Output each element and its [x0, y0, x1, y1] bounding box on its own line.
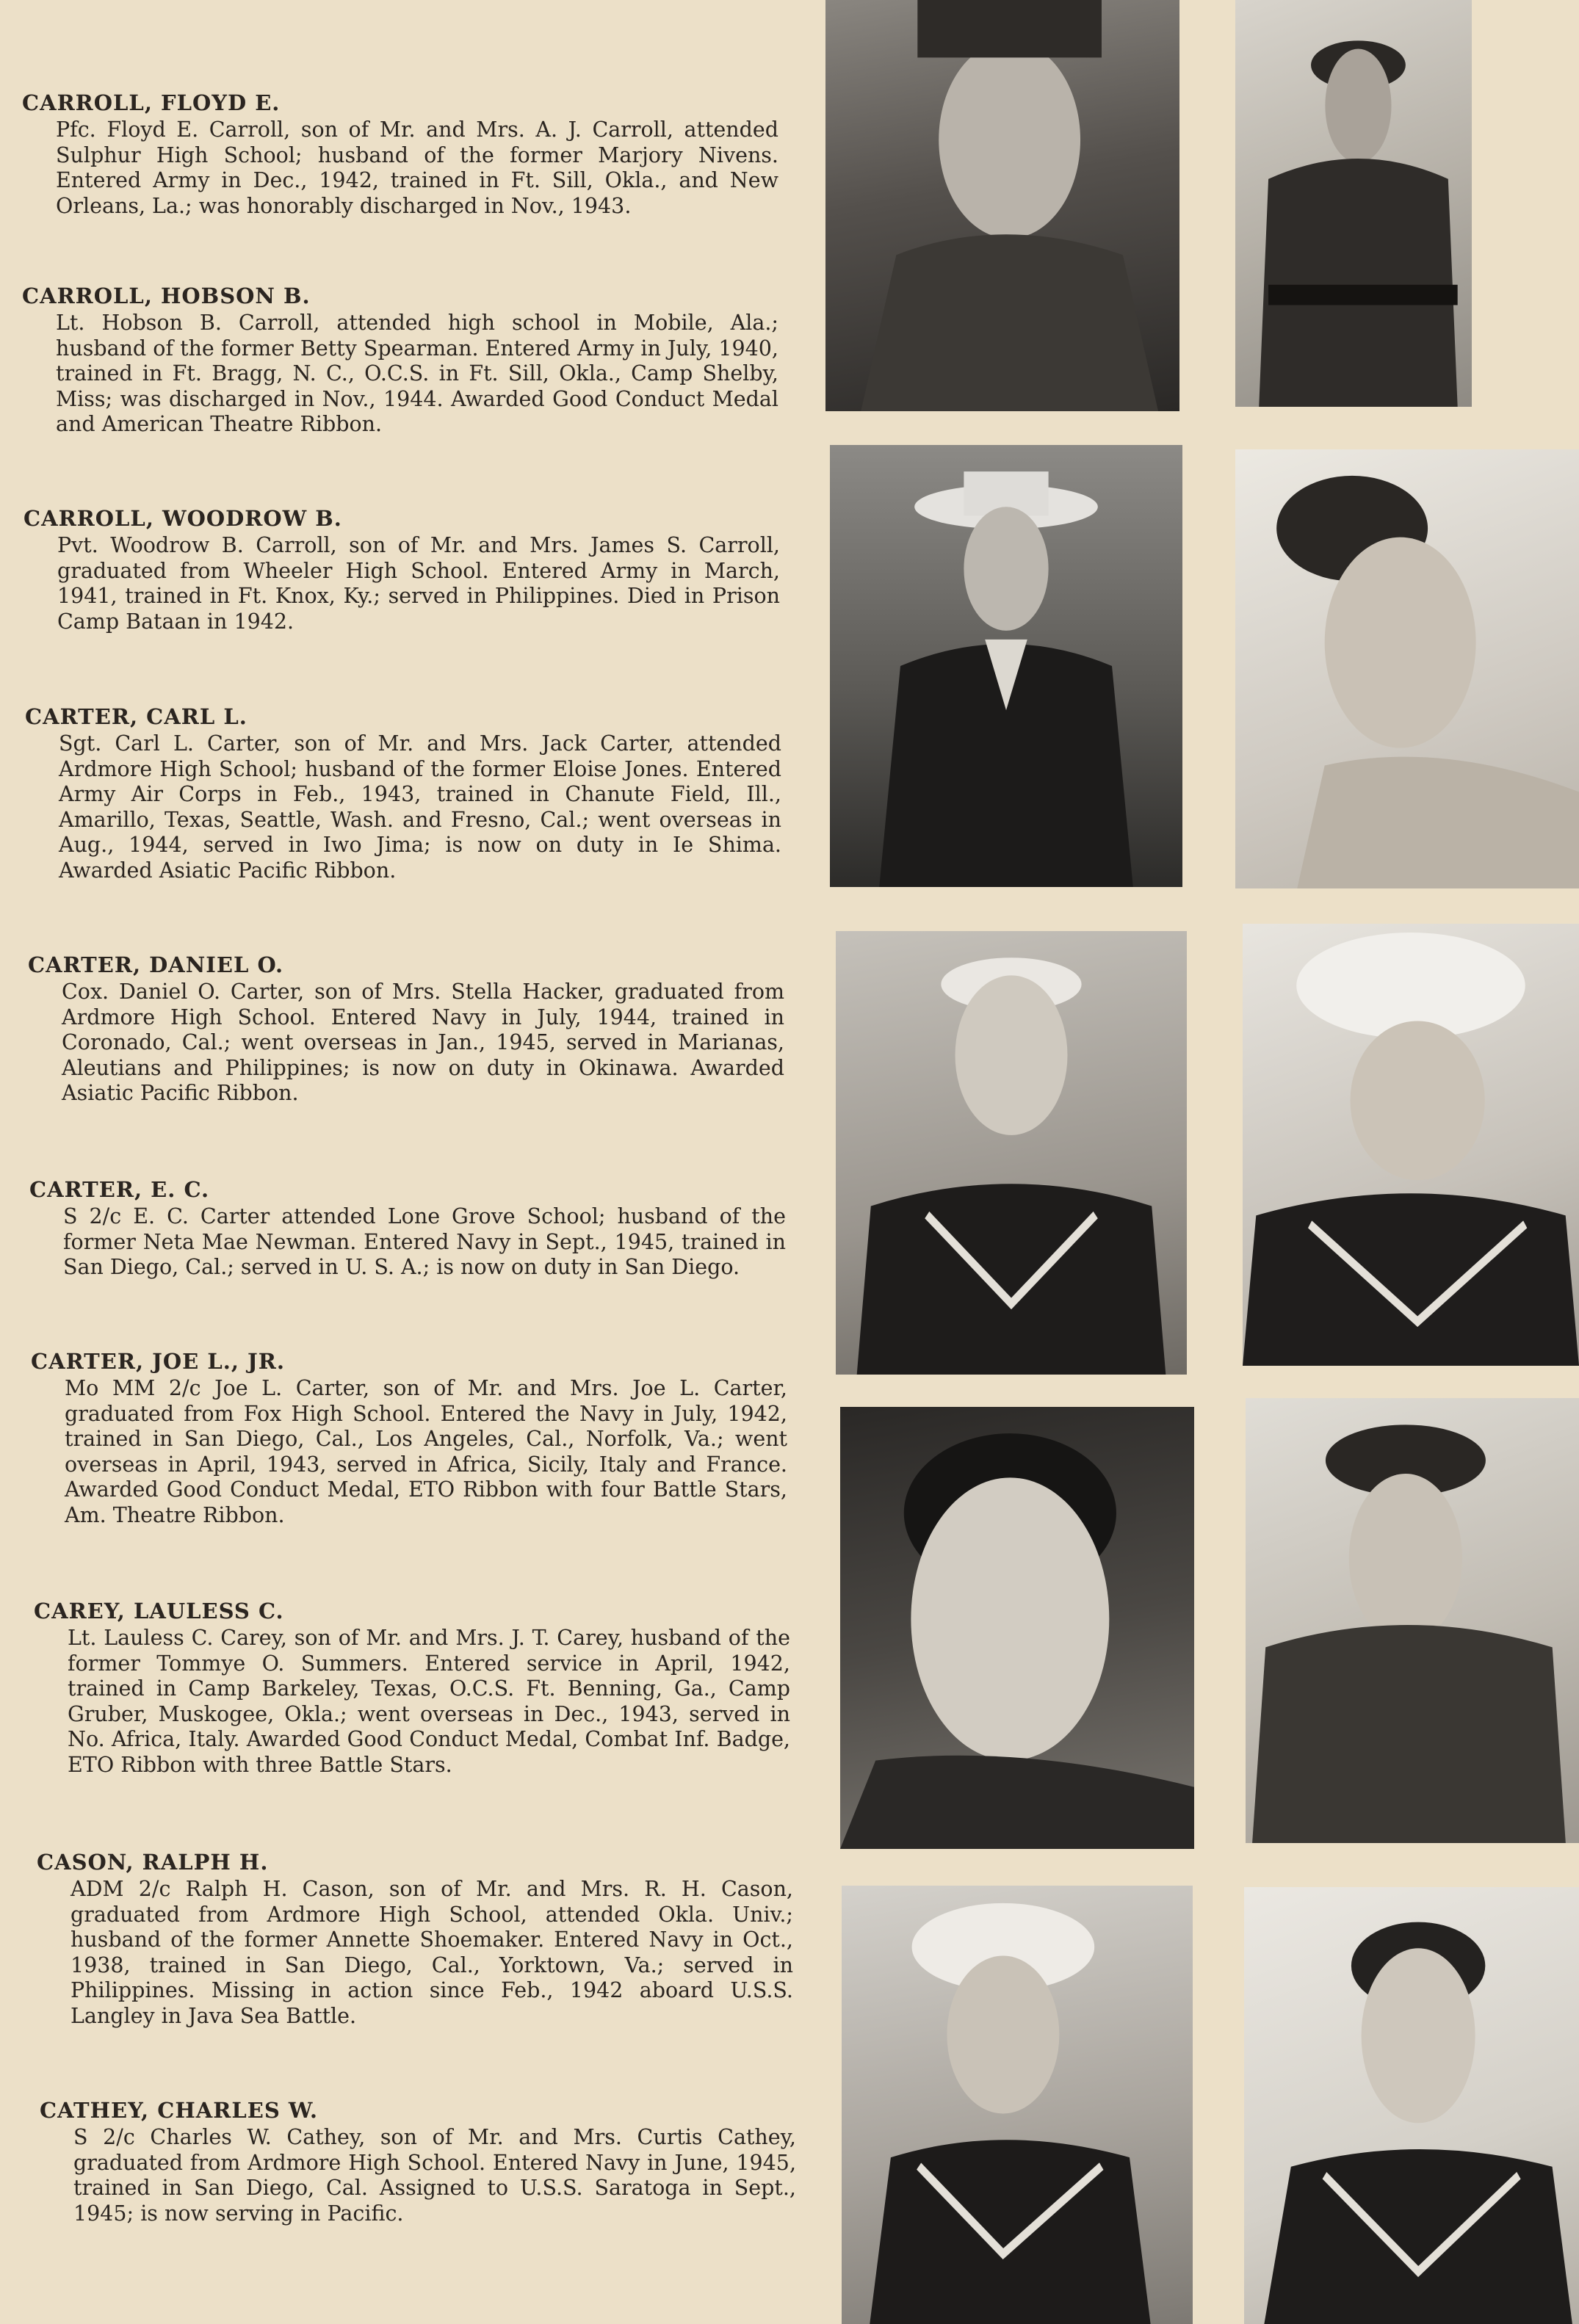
entry-bio: Pvt. Woodrow B. Carroll, son of Mr. and Mrs. James S. Carroll, graduated from Wheeler High School. Entered Army in March, 1941, trained in Ft. Knox, Ky.; served in Philippines. Died in Prison Camp Bataan in 1942.	[57, 533, 780, 634]
entry-name: CARROLL, HOBSON B.	[22, 283, 311, 308]
entry-carter-daniel	[28, 952, 784, 1107]
portrait-photo	[1244, 1887, 1579, 2324]
entry-name: CARROLL, FLOYD E.	[22, 90, 281, 115]
portrait-photo	[830, 445, 1182, 887]
entry-carroll-floyd	[22, 90, 778, 219]
entry-bio: ADM 2/c Ralph H. Cason, son of Mr. and Mrs. R. H. Cason, graduated from Ardmore High School, attended Okla. Univ.; husband of the former Annette Shoemaker. Entered Navy in Oct., 1938, trained in San Diego, Cal., Yorktown, Va.; served in Philippines. Missing in action since Feb., 1942 aboard U.S.S. Langley in Java Sea Battle.	[71, 1877, 793, 2028]
entry-carroll-woodrow	[24, 505, 780, 634]
portrait-photo	[825, 0, 1179, 411]
portrait-photo	[1243, 924, 1579, 1366]
entry-name: CARTER, E. C.	[29, 1177, 210, 1202]
entry-name: CAREY, LAULESS C.	[34, 1599, 284, 1623]
entry-name: CARTER, JOE L., JR.	[31, 1349, 285, 1374]
entry-name: CARTER, DANIEL O.	[28, 952, 284, 977]
entry-bio: Lt. Lauless C. Carey, son of Mr. and Mrs. J. T. Carey, husband of the former Tommye O. Summers. Entered service in April, 1942, trained in Camp Barkeley, Texas, O.C.S. Ft. Benning, Ga., Camp Gruber, Muskogee, Okla.; went overseas in Dec., 1943, served in No. Africa, Italy. Awarded Good Conduct Medal, Combat Inf. Badge, ETO Ribbon with three Battle Stars.	[68, 1626, 790, 1777]
entry-carroll-hobson	[22, 283, 778, 438]
entry-bio: S 2/c Charles W. Cathey, son of Mr. and Mrs. Curtis Cathey, graduated from Ardmore High School. Entered Navy in June, 1945, trained in San Diego, Cal. Assigned to U.S.S. Saratoga in Sept., 1945; is now serving in Pacific.	[73, 2125, 796, 2226]
entry-bio: Mo MM 2/c Joe L. Carter, son of Mr. and Mrs. Joe L. Carter, graduated from Fox High School. Entered the Navy in July, 1942, trained in San Diego, Cal., Los Angeles, Cal., Norfolk, Va.; went overseas in April, 1943, served in Africa, Sicily, Italy and France. Awarded Good Conduct Medal, ETO Ribbon with four Battle Stars, Am. Theatre Ribbon.	[65, 1376, 787, 1527]
entry-bio: Sgt. Carl L. Carter, son of Mr. and Mrs. Jack Carter, attended Ardmore High School; husband of the former Eloise Jones. Entered Army Air Corps in Feb., 1943, trained in Chanute Field, Ill., Amarillo, Texas, Seattle, Wash. and Fresno, Cal.; went overseas in Aug., 1944, served in Iwo Jima; is now on duty in Ie Shima. Awarded Asiatic Pacific Ribbon.	[59, 731, 781, 883]
entry-carter-joe	[31, 1348, 787, 1528]
portrait-photo	[840, 1407, 1194, 1849]
entry-bio: S 2/c E. C. Carter attended Lone Grove School; husband of the former Neta Mae Newman. Entered Navy in Sept., 1945, trained in San Diego, Cal.; served in U. S. A.; is now on duty in San Diego.	[63, 1204, 786, 1279]
portrait-photo	[1246, 1398, 1579, 1843]
entry-cason-ralph	[37, 1849, 793, 2029]
entry-name: CARROLL, WOODROW B.	[24, 506, 342, 531]
portrait-photo	[1235, 0, 1472, 407]
entry-name: CATHEY, CHARLES W.	[40, 2098, 318, 2123]
entry-carey-lauless	[34, 1598, 790, 1778]
entry-bio: Pfc. Floyd E. Carroll, son of Mr. and Mrs. A. J. Carroll, attended Sulphur High School; husband of the former Marjory Nivens. Entered Army in Dec., 1942, trained in Ft. Sill, Okla., and New Orleans, La.; was honorably discharged in Nov., 1943.	[56, 117, 778, 218]
entry-bio: Cox. Daniel O. Carter, son of Mrs. Stella Hacker, graduated from Ardmore High School. Entered Navy in July, 1944, trained in Coronado, Cal.; went overseas in Jan., 1945, served in Marianas, Aleutians and Philippines; is now on duty in Okinawa. Awarded Asiatic Pacific Ribbon.	[62, 980, 784, 1105]
portrait-photo	[842, 1886, 1193, 2324]
entry-carter-carl	[25, 703, 781, 883]
entry-cathey-charles	[40, 2097, 796, 2226]
entry-bio: Lt. Hobson B. Carroll, attended high school in Mobile, Ala.; husband of the former Betty Spearman. Entered Army in July, 1940, trained in Ft. Bragg, N. C., O.C.S. in Ft. Sill, Okla., Camp Shelby, Miss; was discharged in Nov., 1944. Awarded Good Conduct Medal and American Theatre Ribbon.	[56, 311, 778, 436]
entry-name: CARTER, CARL L.	[25, 704, 247, 729]
entry-name: CASON, RALPH H.	[37, 1850, 269, 1875]
portrait-photo	[1235, 449, 1579, 888]
portrait-photo	[836, 931, 1187, 1375]
entry-carter-ec	[29, 1176, 786, 1281]
